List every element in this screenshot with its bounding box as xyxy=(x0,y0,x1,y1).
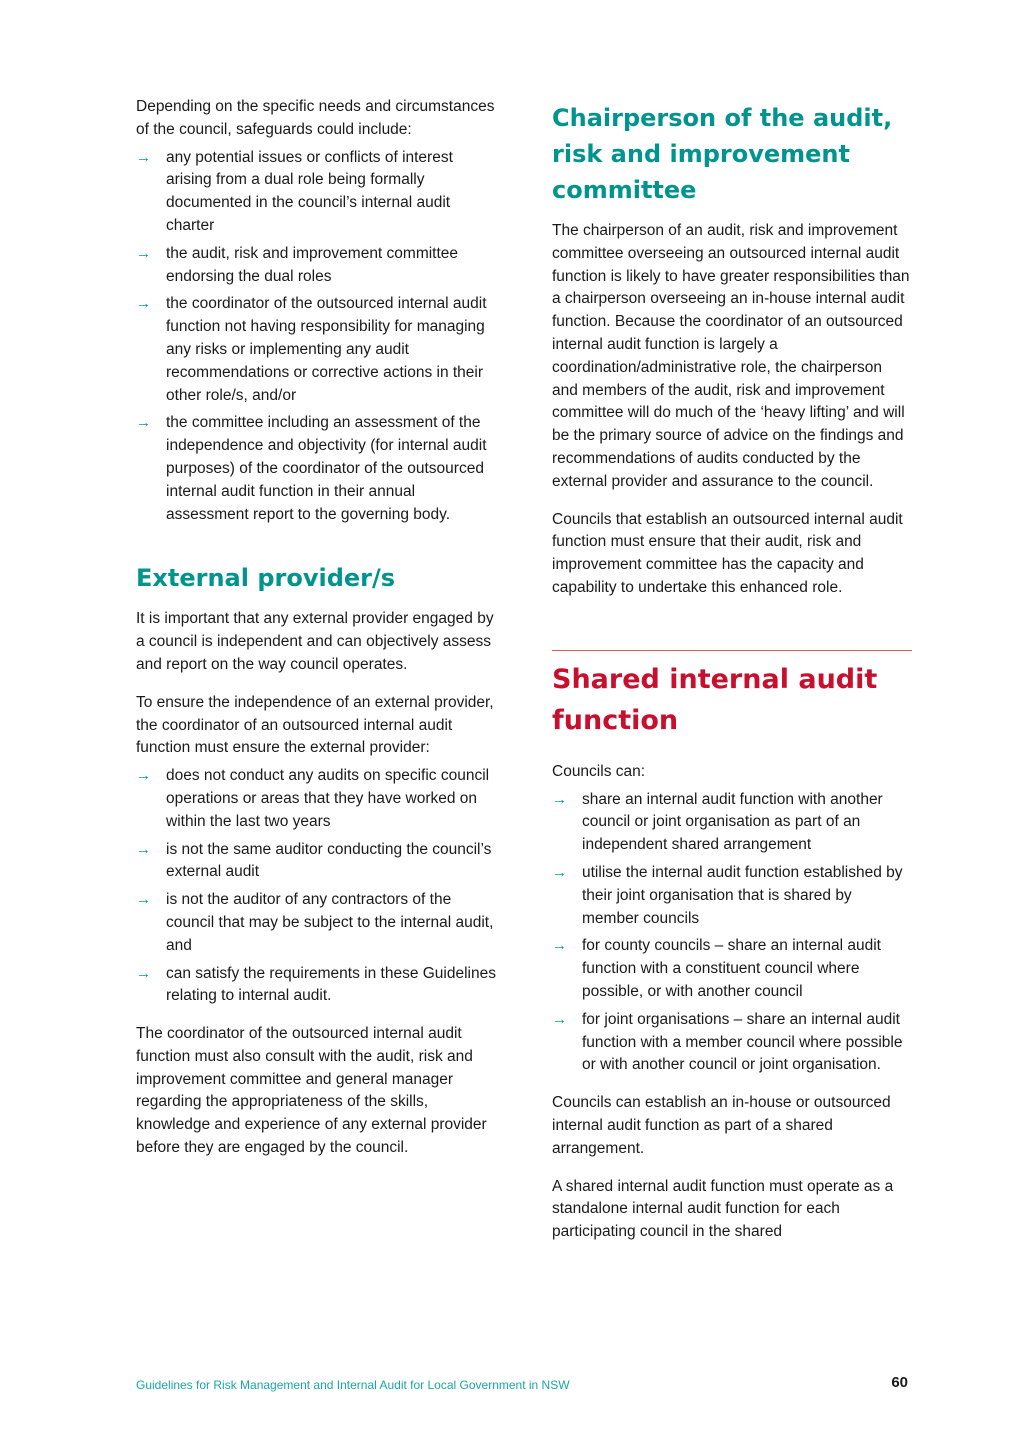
list-item-text: any potential issues or conflicts of interest arising from a dual role being formally documented in the council’s internal audit charter xyxy=(166,148,453,234)
list-item-text: can satisfy the requirements in these Guidelines relating to internal audit. xyxy=(166,964,496,1005)
list-item xyxy=(552,935,912,1003)
arrow-right-icon: → xyxy=(136,148,151,166)
external-paragraph-3: The coordinator of the outsourced internal audit function must also consult with the audit, risk and improvement committee and general manager regarding the appropriateness of the skills, knowledge and experience of any external provider before they are engaged by the council. xyxy=(136,1025,487,1157)
external-paragraph-1: It is important that any external provider engaged by a council is independent and can objectively assess and report on the way council operates. xyxy=(136,610,494,673)
shared-intro: Councils can: xyxy=(552,762,646,780)
chairperson-heading: Chairperson of the audit, risk and improvement committee xyxy=(552,104,893,204)
safeguards-intro: Depending on the specific needs and circumstances of the council, safeguards could include: xyxy=(136,98,495,138)
list-item-text: does not conduct any audits on specific council operations or areas that they have worked on within the last two years xyxy=(166,767,490,830)
list-item-text: the committee including an assessment of the independence and objectivity (for internal audit purposes) of the coordinator of the outsourced internal audit function in their annual assessment report to the governing body. xyxy=(166,414,487,523)
arrow-right-icon: → xyxy=(552,790,567,808)
shared-paragraph-2: Councils can establish an in-house or outsourced internal audit function as part of a shared arrangement. xyxy=(552,1094,891,1157)
list-item-text: the coordinator of the outsourced internal audit function not having responsibility for managing any risks or implementing any audit recommendations or corrective actions in their other role/s, and/or xyxy=(166,295,487,404)
external-requirements-list xyxy=(136,765,496,1008)
list-item xyxy=(136,963,496,1009)
list-item xyxy=(136,293,496,407)
list-item-text: is not the auditor of any contractors of the council that may be subject to the internal audit, and xyxy=(166,891,494,954)
list-item-text: is not the same auditor conducting the council’s external audit xyxy=(166,840,492,881)
arrow-right-icon: → xyxy=(136,295,151,313)
list-item-text: for county councils – share an internal audit function with a constituent council where possible, or with another council xyxy=(582,937,881,1000)
arrow-right-icon: → xyxy=(136,244,151,262)
list-item xyxy=(136,765,496,833)
list-item xyxy=(136,243,496,289)
arrow-right-icon: → xyxy=(552,937,567,955)
chairperson-paragraph-1: The chairperson of an audit, risk and improvement committee overseeing an outsourced internal audit function is likely to have greater responsibilities than a chairperson overseeing an in-house internal audit function. Because the coordinator of an outsourced internal audit function is largely a coordination/administrative role, the chairperson and members of the audit, risk and improvement committee will do much of the ‘heavy lifting’ and will be the primary source of advice on the findings and recommendations of audits conducted by the external provider and assurance to the council. xyxy=(552,222,910,490)
arrow-right-icon: → xyxy=(552,863,567,881)
shared-function-heading: Shared internal audit function xyxy=(552,663,878,736)
list-item xyxy=(136,412,496,526)
right-column xyxy=(552,96,912,1259)
shared-options-list xyxy=(552,789,912,1078)
list-item-text: utilise the internal audit function established by their joint organisation that is shared by member councils xyxy=(582,863,903,927)
list-item xyxy=(552,862,912,930)
list-item xyxy=(136,147,496,238)
arrow-right-icon: → xyxy=(136,414,151,432)
chairperson-paragraph-2: Councils that establish an outsourced internal audit function must ensure that their audit, risk and improvement committee has the capacity and capability to undertake this enhanced role. xyxy=(552,510,903,596)
list-item-text: for joint organisations – share an internal audit function with a member council where possible or with another council or joint organisation. xyxy=(582,1010,903,1074)
arrow-right-icon: → xyxy=(136,767,151,785)
page-number: 60 xyxy=(891,1374,908,1391)
list-item-text: the audit, risk and improvement committee endorsing the dual roles xyxy=(166,244,459,285)
arrow-right-icon: → xyxy=(136,891,151,909)
shared-paragraph-3: A shared internal audit function must operate as a standalone internal audit function for each participating council in the shared xyxy=(552,1177,894,1241)
list-item xyxy=(136,889,496,957)
list-item xyxy=(552,789,912,857)
footer-title: Guidelines for Risk Management and Internal Audit for Local Government in NSW xyxy=(136,1378,570,1392)
external-paragraph-2: To ensure the independence of an external provider, the coordinator of an outsourced internal audit function must ensure the external provider: xyxy=(136,693,494,757)
external-provider-heading: External provider/s xyxy=(136,564,396,593)
safeguards-list xyxy=(136,147,496,527)
section-divider xyxy=(552,650,912,651)
list-item-text: share an internal audit function with another council or joint organisation as part of an independent shared arrangement xyxy=(582,790,883,854)
left-column xyxy=(136,96,496,1175)
arrow-right-icon: → xyxy=(136,964,151,982)
arrow-right-icon: → xyxy=(136,840,151,858)
list-item xyxy=(552,1009,912,1077)
arrow-right-icon: → xyxy=(552,1010,567,1028)
list-item xyxy=(136,839,496,885)
